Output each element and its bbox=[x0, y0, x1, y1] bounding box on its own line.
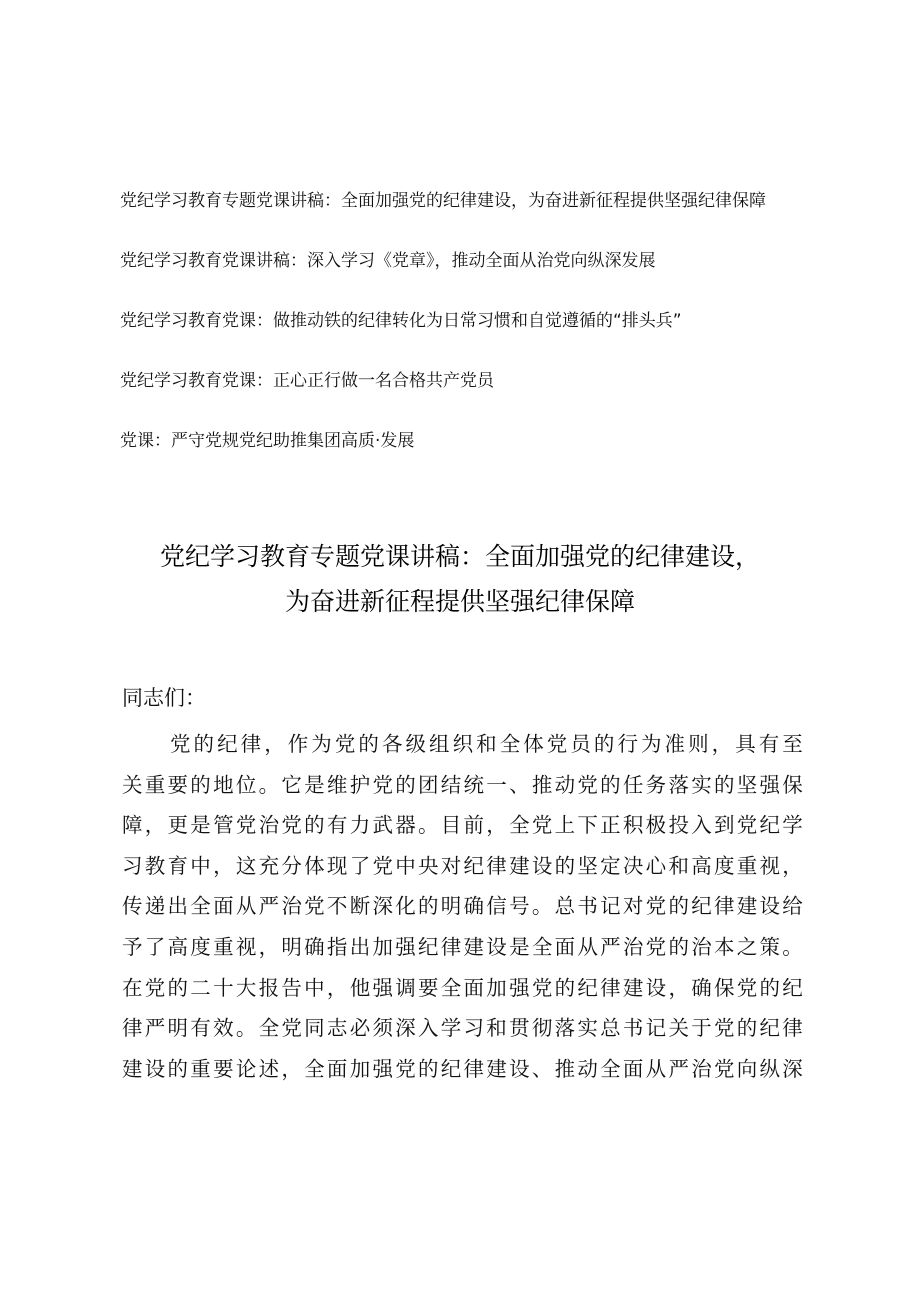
paragraph-line: 建设的重要论述，全面加强党的纪律建设、推动全面从严治党向纵深 bbox=[122, 1056, 804, 1081]
toc-item: 党课：严守党规党纪助推集团高质·发展 bbox=[120, 431, 415, 451]
paragraph-line: 传递出全面从严治党不断深化的明确信号。总书记对党的纪律建设给 bbox=[122, 894, 804, 919]
paragraph-line: 予了高度重视，明确指出加强纪律建设是全面从严治党的治本之策。 bbox=[122, 934, 804, 959]
toc-item: 党纪学习教育党课：正心正行做一名合格共产党员 bbox=[120, 371, 494, 391]
table-of-contents bbox=[120, 188, 820, 488]
toc-item: 党纪学习教育党课：做推动铁的纪律转化为日常习惯和自觉遵循的“排头兵” bbox=[120, 311, 682, 331]
toc-item: 党纪学习教育党课讲稿：深入学习《党章》，推动全面从治党向纵深发展 bbox=[120, 251, 656, 271]
toc-item: 党纪学习教育专题党课讲稿：全面加强党的纪律建设，为奋进新征程提供坚强纪律保障 bbox=[120, 191, 766, 211]
salutation: 同志们： bbox=[122, 686, 206, 710]
paragraph-line: 党的纪律，作为党的各级组织和全体党员的行为准则，具有至 bbox=[170, 732, 804, 756]
paragraph-line: 在党的二十大报告中，他强调要全面加强党的纪律建设，确保党的纪 bbox=[122, 975, 804, 1000]
title-line-1: 党纪学习教育专题党课讲稿：全面加强党的纪律建设， bbox=[159, 542, 760, 571]
body-paragraph bbox=[122, 724, 804, 1089]
paragraph-line: 习教育中，这充分体现了党中央对纪律建设的坚定决心和高度重视， bbox=[122, 853, 804, 878]
title-line-2: 为奋进新征程提供坚强纪律保障 bbox=[284, 587, 635, 616]
document-title bbox=[120, 534, 800, 624]
paragraph-line: 障，更是管党治党的有力武器。目前，全党上下正积极投入到党纪学 bbox=[122, 813, 804, 838]
paragraph-line: 关重要的地位。它是维护党的团结统一、推动党的任务落实的坚强保 bbox=[122, 772, 804, 797]
paragraph-line: 律严明有效。全党同志必须深入学习和贯彻落实总书记关于党的纪律 bbox=[122, 1016, 804, 1041]
